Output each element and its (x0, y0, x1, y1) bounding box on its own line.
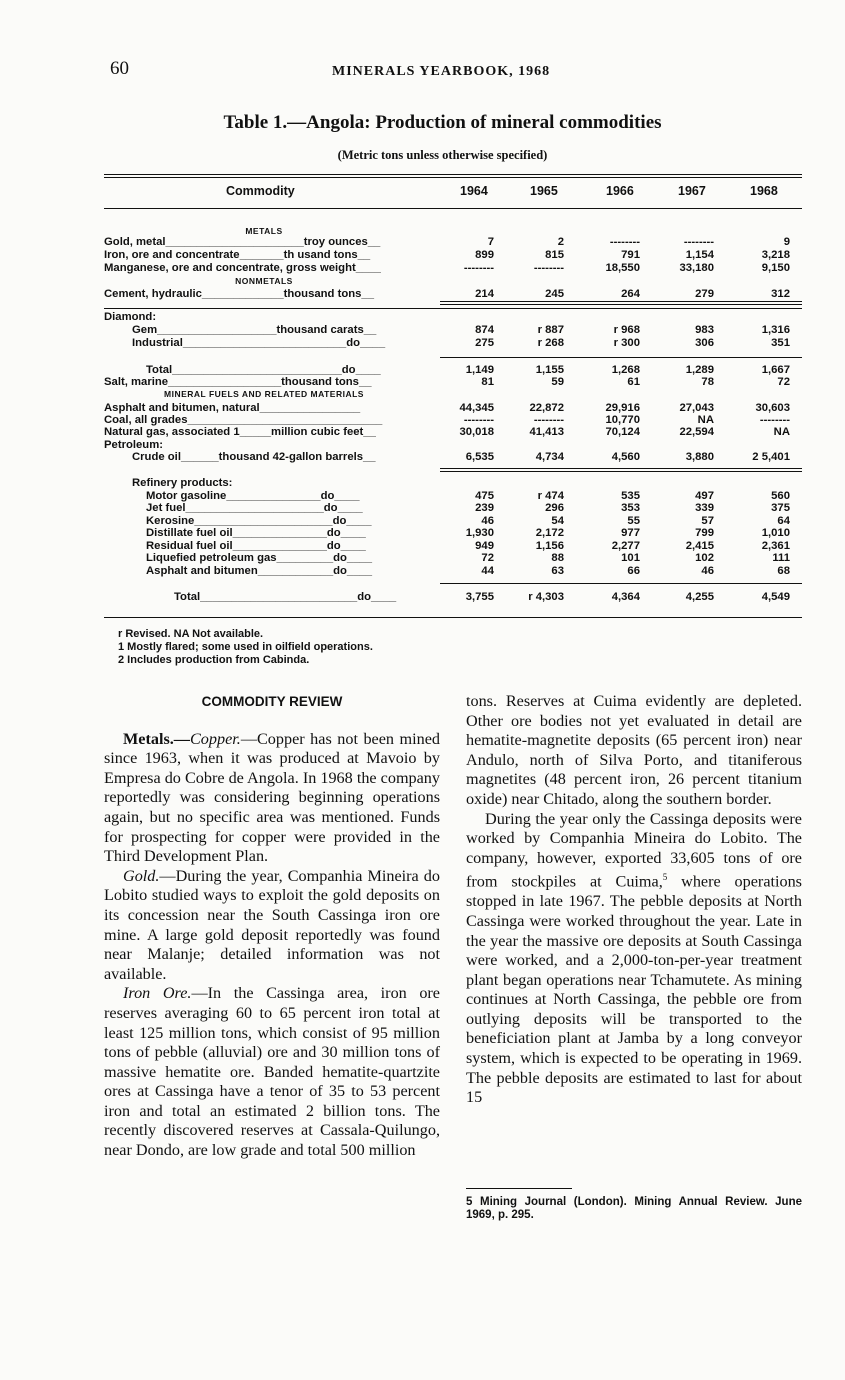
col-commodity: Commodity (226, 184, 295, 198)
table-row (104, 364, 802, 376)
page-number: 60 (110, 58, 129, 79)
cell-1966: r 968 (613, 324, 640, 336)
cell-1965: 1,156 (535, 540, 564, 552)
cell-1968: 560 (771, 490, 790, 502)
cell-1964: -------- (463, 414, 494, 426)
cell-1965: 63 (551, 565, 564, 577)
operations-text-b: where operations stopped in late 1967. The pebble deposits at North Cassinga were worked throughout the year. Late in the year the massive ore deposits at South Cassinga were worked, and a 2,000-ton-per-year treatment plant began operations near Tchamutete. As mining continues at North Cassinga, the pebble ore from outlying deposits will be transported to the beneficiation plant at Jamba by a long conveyor system, which is expected to be operating in 1969. The pebble deposits are estimated to last for about 15 (466, 872, 802, 1107)
cell-1966: -------- (609, 236, 640, 248)
cell-1965: r 268 (537, 337, 564, 349)
table-row (104, 490, 802, 502)
table-row (104, 502, 802, 514)
cell-1964: 899 (475, 249, 494, 261)
row-label: Total_________________________do____ (174, 591, 397, 603)
row-label: Coal, all grades_______________________________ (104, 414, 383, 426)
cell-1968: 2 5,401 (752, 451, 790, 463)
right-column (466, 692, 802, 1108)
table-row (104, 324, 802, 336)
cell-1966: 70,124 (605, 426, 640, 438)
row-label: Residual fuel oil_______________do____ (146, 540, 366, 552)
copper-topic: Copper. (189, 729, 241, 748)
cell-1965: -------- (533, 414, 564, 426)
cell-1967: 78 (701, 376, 714, 388)
cell-1965: -------- (533, 262, 564, 274)
table-row (104, 414, 802, 426)
cell-1966: 1,268 (611, 364, 640, 376)
metals-lead: Metals.— (123, 729, 190, 748)
section-rule-1 (104, 308, 802, 309)
cell-1965: 54 (551, 515, 564, 527)
table-row (104, 236, 802, 248)
row-label: Gold, metal______________________troy ounces__ (104, 236, 381, 248)
cell-1965: 22,872 (529, 402, 564, 414)
cell-1965: 2,172 (535, 527, 564, 539)
cell-1967: NA (697, 414, 714, 426)
cell-1966: 4,560 (611, 451, 640, 463)
table-row (104, 552, 802, 564)
cell-1965: 245 (545, 288, 564, 300)
cell-1967: 33,180 (679, 262, 714, 274)
cell-1964: 475 (475, 490, 494, 502)
cell-1966: 4,364 (611, 591, 640, 603)
cell-1964: 6,535 (465, 451, 494, 463)
cell-1968: 2,361 (761, 540, 790, 552)
iron-topic: Iron Ore. (123, 984, 192, 1003)
commodity-review-heading: COMMODITY REVIEW (201, 694, 343, 709)
col-1966: 1966 (606, 184, 634, 198)
cell-1966: 101 (621, 552, 640, 564)
cell-1966: 977 (621, 527, 640, 539)
cell-1968: 68 (777, 565, 790, 577)
row-label: Manganese, ore and concentrate, gross weight____ (104, 262, 381, 274)
cell-1965: 41,413 (529, 426, 564, 438)
note-1: 1 Mostly flared; some used in oilfield operations. (118, 641, 373, 653)
cell-1967: 27,043 (679, 402, 714, 414)
cell-1964: 874 (475, 324, 494, 336)
cell-1968: 351 (771, 337, 790, 349)
cell-1967: 279 (695, 288, 714, 300)
cell-1966: 18,550 (605, 262, 640, 274)
copper-paragraph (104, 730, 440, 867)
cell-1965: r 474 (537, 490, 564, 502)
row-label: Liquefied petroleum gas_________do____ (146, 552, 373, 564)
cell-1967: 339 (695, 502, 714, 514)
col-1965: 1965 (530, 184, 558, 198)
row-label: Gem___________________thousand carats__ (132, 324, 377, 336)
cell-1968: 4,549 (761, 591, 790, 603)
table-row (104, 337, 802, 349)
cell-1964: 239 (475, 502, 494, 514)
cell-1968: 72 (777, 376, 790, 388)
table-bottom-rule (104, 617, 802, 618)
operations-paragraph (466, 810, 802, 1108)
cell-1967: 4,255 (685, 591, 714, 603)
cell-1965: 815 (545, 249, 564, 261)
left-column (104, 692, 440, 1161)
table-row (104, 477, 802, 489)
footnote-rule (466, 1188, 572, 1189)
iron-text: —In the Cassinga area, iron ore reserves averaging 60 to 65 percent iron total at least 125 million tons, which consist of 95 million tons of pebble (alluvial) ore and 30 million tons of massive hematite ore. Banded hematite-quartzite ores at Cassinga have a tenor of 35 to 53 percent iron and total an estimated 2 billion tons. The recently discovered reserves at Cassala-Quilungo, near Dondo, are low grade and total 500 million (104, 984, 440, 1160)
row-label: Diamond: (104, 311, 157, 323)
cell-1964: -------- (463, 262, 494, 274)
table-row (104, 288, 802, 300)
gold-topic: Gold. (123, 866, 160, 885)
cell-1966: 535 (621, 490, 640, 502)
subtotal-rule-3b (440, 471, 802, 472)
cell-1968: 9 (783, 236, 790, 248)
cell-1964: 46 (481, 515, 494, 527)
table-row (104, 591, 802, 603)
footnote-ref: 5 (662, 872, 668, 883)
cell-1967: 799 (695, 527, 714, 539)
cell-1964: 214 (475, 288, 494, 300)
row-label: Jet fuel______________________do____ (146, 502, 363, 514)
row-label: Motor gasoline_______________do____ (146, 490, 360, 502)
cell-1964: 81 (481, 376, 494, 388)
table-row (104, 249, 802, 261)
cell-1968: NA (773, 426, 790, 438)
cell-1968: 30,603 (755, 402, 790, 414)
table-row (104, 565, 802, 577)
cell-1966: 66 (627, 565, 640, 577)
cell-1966: 264 (621, 288, 640, 300)
gold-paragraph (104, 867, 440, 985)
section-nonmetals: NONMETALS (235, 276, 293, 286)
cell-1964: 275 (475, 337, 494, 349)
cell-1965: 4,734 (535, 451, 564, 463)
cell-1967: 497 (695, 490, 714, 502)
table-row (104, 402, 802, 414)
cell-1964: 1,930 (465, 527, 494, 539)
table-row (104, 527, 802, 539)
subtotal-rule-2 (440, 357, 802, 358)
cell-1966: 353 (621, 502, 640, 514)
cell-1967: 306 (695, 337, 714, 349)
table-top-rule (104, 174, 802, 175)
table-row (104, 376, 802, 388)
cell-1968: 1,667 (761, 364, 790, 376)
note-revised: r Revised. NA Not available. (118, 628, 264, 640)
table-row (104, 451, 802, 463)
subtotal-rule-4 (440, 583, 802, 584)
cell-1964: 44,345 (459, 402, 494, 414)
cell-1967: -------- (683, 236, 714, 248)
cell-1965: 2 (557, 236, 564, 248)
cell-1966: 791 (621, 249, 640, 261)
table-row (104, 426, 802, 438)
row-label: Refinery products: (132, 477, 233, 489)
cell-1967: 22,594 (679, 426, 714, 438)
row-label: Kerosine______________________do____ (146, 515, 372, 527)
iron-paragraph (104, 984, 440, 1160)
cell-1964: 30,018 (459, 426, 494, 438)
cell-1966: 2,277 (611, 540, 640, 552)
cell-1966: r 300 (613, 337, 640, 349)
cell-1965: 1,155 (535, 364, 564, 376)
note-2: 2 Includes production from Cabinda. (118, 654, 310, 666)
gold-text: —During the year, Companhia Mineira do Lobito studied ways to exploit the gold deposits on its concession near the South Cassinga iron ore mine. A large gold deposit reportedly was found near Malanje; detailed information was not available. (104, 866, 440, 983)
subtotal-rule-3 (440, 468, 802, 469)
row-label: Industrial__________________________do____ (132, 337, 386, 349)
col-1964: 1964 (460, 184, 488, 198)
cell-1968: 9,150 (761, 262, 790, 274)
cell-1968: 375 (771, 502, 790, 514)
cell-1968: 111 (772, 552, 790, 564)
cell-1965: 59 (551, 376, 564, 388)
table-top-rule-2 (104, 177, 802, 178)
cell-1966: 61 (627, 376, 640, 388)
table-title: Table 1.—Angola: Production of mineral commodities (223, 112, 662, 133)
row-label: Asphalt and bitumen, natural________________ (104, 402, 361, 414)
row-label: Iron, ore and concentrate_______th usand tons__ (104, 249, 371, 261)
table-row (104, 262, 802, 274)
footnote: 5 Mining Journal (London). Mining Annual Review. June 1969, p. 295. (466, 1196, 802, 1221)
cell-1965: r 887 (537, 324, 564, 336)
table-row (104, 540, 802, 552)
subtotal-rule-1b (440, 304, 802, 305)
row-label: Asphalt and bitumen____________do____ (146, 565, 373, 577)
row-label: Salt, marine__________________thousand tons__ (104, 376, 372, 388)
cell-1965: 296 (545, 502, 564, 514)
table-subtitle: (Metric tons unless otherwise specified) (337, 148, 548, 162)
cell-1967: 102 (695, 552, 714, 564)
cell-1964: 3,755 (465, 591, 494, 603)
subtotal-rule-1 (440, 301, 802, 302)
cell-1967: 1,154 (685, 249, 714, 261)
reserves-paragraph: tons. Reserves at Cuima evidently are depleted. Other ore bodies not yet evaluated in detail are hematite-magnetite deposits (65 percent iron) near Andulo, north of Silva Porto, and titaniferous magnetites (48 percent iron, 26 percent titanium oxide) near Chitado, along the southern border. (466, 692, 802, 808)
cell-1968: 1,316 (761, 324, 790, 336)
header-rule (104, 208, 802, 209)
copper-text: —Copper has not been mined since 1963, when it was produced at Mavoio by Empresa do Cobre de Angola. In 1968 the company reportedly was considering beginning operations again, but no specific area was mentioned. Funds for prospecting for copper were provided in the Third Development Plan. (104, 729, 440, 866)
cell-1964: 7 (487, 236, 494, 248)
cell-1964: 44 (481, 565, 494, 577)
row-label: Natural gas, associated 1_____million cubic feet__ (104, 426, 376, 438)
row-label: Distillate fuel oil_______________do____ (146, 527, 366, 539)
row-label: Petroleum: (104, 439, 164, 451)
cell-1965: r 4,303 (528, 591, 564, 603)
cell-1966: 29,916 (605, 402, 640, 414)
operations-text-a: During the year only the Cassinga deposits were worked by Companhia Mineira do Lobito. The company, however, exported 33,605 tons of ore from stockpiles at Cuima, (466, 809, 802, 891)
cell-1968: 64 (777, 515, 790, 527)
cell-1967: 1,289 (685, 364, 714, 376)
table-row (104, 311, 802, 323)
cell-1968: 3,218 (761, 249, 790, 261)
row-label: Total___________________________do____ (146, 364, 381, 376)
table-row (104, 515, 802, 527)
cell-1968: -------- (759, 414, 790, 426)
cell-1968: 312 (771, 288, 790, 300)
col-1968: 1968 (750, 184, 778, 198)
cell-1967: 57 (701, 515, 714, 527)
cell-1967: 2,415 (685, 540, 714, 552)
cell-1964: 1,149 (465, 364, 494, 376)
cell-1968: 1,010 (761, 527, 790, 539)
table-row (104, 439, 802, 451)
cell-1964: 949 (475, 540, 494, 552)
row-label: Crude oil______thousand 42-gallon barrels__ (132, 451, 376, 463)
cell-1965: 88 (551, 552, 564, 564)
col-1967: 1967 (678, 184, 706, 198)
cell-1967: 3,880 (685, 451, 714, 463)
section-fuels: MINERAL FUELS AND RELATED MATERIALS (164, 389, 364, 399)
running-head: MINERALS YEARBOOK, 1968 (332, 64, 551, 79)
cell-1966: 55 (627, 515, 640, 527)
cell-1966: 10,770 (605, 414, 640, 426)
section-metals: METALS (245, 226, 283, 236)
cell-1964: 72 (481, 552, 494, 564)
table-column-header (104, 184, 802, 204)
row-label: Cement, hydraulic_____________thousand tons__ (104, 288, 374, 300)
cell-1967: 983 (695, 324, 714, 336)
cell-1967: 46 (701, 565, 714, 577)
